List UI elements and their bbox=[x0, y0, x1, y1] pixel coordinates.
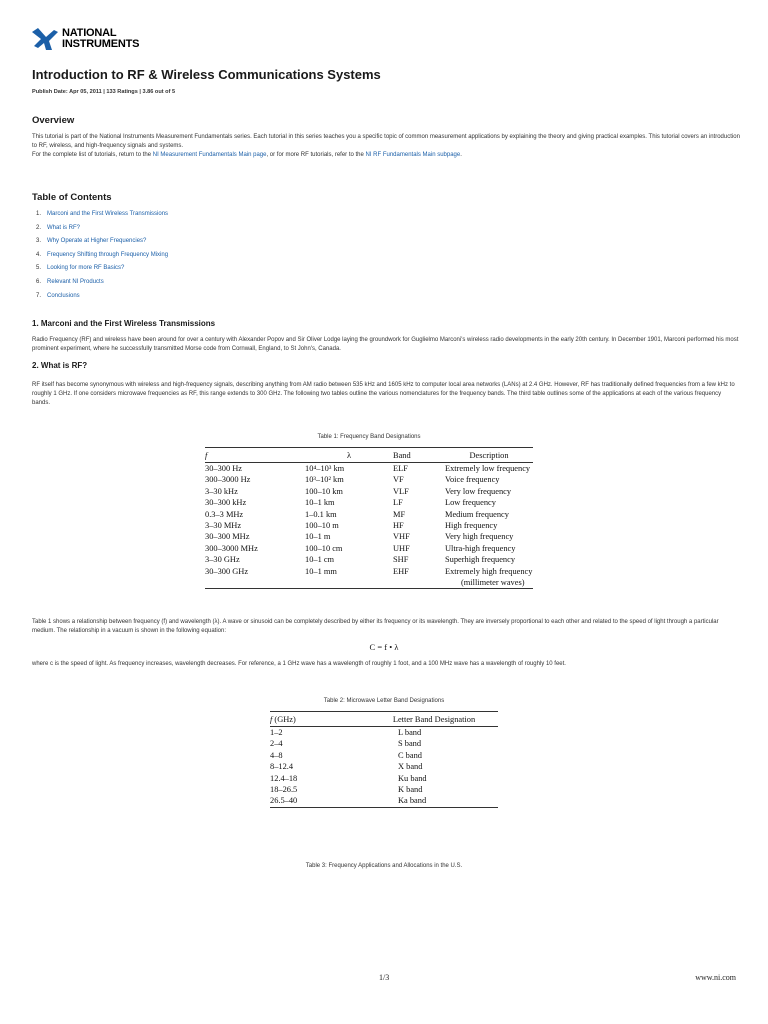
toc-item-number: 5. bbox=[36, 265, 42, 272]
table-cell: 30–300 MHz bbox=[205, 532, 250, 542]
table-cell: L band bbox=[398, 728, 422, 737]
overview-text bbox=[32, 133, 740, 160]
table-cell: Very low frequency bbox=[445, 486, 512, 496]
table-row bbox=[205, 520, 533, 531]
table-cell: 10³–10² km bbox=[305, 475, 344, 485]
table-row bbox=[270, 795, 498, 807]
table-cell: 2–4 bbox=[270, 739, 283, 749]
table-cell: 18–26.5 bbox=[270, 785, 298, 795]
column-header: Description bbox=[445, 448, 533, 463]
wavelength-equation: C = f • λ bbox=[369, 642, 399, 652]
column-header: Band bbox=[393, 448, 445, 463]
table-row bbox=[205, 474, 533, 485]
table-cell-text: Extremely high frequency bbox=[445, 566, 533, 576]
table-cell: C band bbox=[398, 750, 422, 760]
table-cell: VLF bbox=[393, 486, 409, 496]
toc-link-frequency-mixing[interactable]: Frequency Shifting through Frequency Mixing bbox=[47, 251, 169, 258]
toc-link-rf-basics[interactable]: Looking for more RF Basics? bbox=[47, 265, 125, 272]
table-cell: S band bbox=[398, 739, 422, 749]
table-row bbox=[205, 497, 533, 508]
ni-logo[interactable] bbox=[32, 28, 139, 50]
page-title: Introduction to RF & Wireless Communications Systems bbox=[32, 67, 381, 82]
toc-list bbox=[36, 208, 168, 303]
table-cell: 1–0.1 km bbox=[305, 509, 337, 519]
toc-item-number: 3. bbox=[36, 238, 42, 245]
toc-item-number: 2. bbox=[36, 224, 42, 231]
table-row bbox=[270, 773, 498, 784]
table-cell: Extremely low frequency bbox=[445, 464, 531, 473]
toc-heading: Table of Contents bbox=[32, 192, 112, 203]
ni-eagle-icon bbox=[32, 28, 58, 50]
table-cell: 300–3000 Hz bbox=[205, 475, 251, 485]
table-header-row bbox=[270, 712, 498, 727]
toc-item-number: 1. bbox=[36, 211, 42, 217]
table-cell: 10⁴–10³ km bbox=[305, 464, 345, 473]
logo-wordmark bbox=[62, 28, 139, 50]
equation-explanation: where c is the speed of light. As frequency increases, wavelength decreases. For reference, a 1 GHz wave has a wavelength of roughly 1 foot, and a 100 MHz wave has a wavelength of roughly 10 feet. bbox=[32, 661, 566, 667]
table-cell: 30–300 kHz bbox=[205, 498, 247, 508]
table-cell: VF bbox=[393, 475, 404, 485]
toc-item bbox=[36, 262, 168, 276]
toc-item bbox=[36, 249, 168, 263]
table-cell: Low frequency bbox=[445, 498, 496, 508]
table-row bbox=[205, 531, 533, 542]
table-cell: LF bbox=[393, 498, 403, 508]
table-cell: Ku band bbox=[398, 773, 427, 783]
section2-heading: 2. What is RF? bbox=[32, 361, 88, 370]
table-cell: 100–10 cm bbox=[305, 543, 343, 553]
table-cell: 4–8 bbox=[270, 750, 283, 760]
table-row bbox=[205, 554, 533, 565]
table-row bbox=[205, 463, 533, 475]
toc-item bbox=[36, 222, 168, 236]
table-cell: Superhigh frequency bbox=[445, 555, 516, 565]
column-header: λ bbox=[305, 448, 393, 463]
table-cell: 100–10 m bbox=[305, 521, 339, 531]
microwave-letter-band-table bbox=[270, 711, 498, 808]
table-cell: 26.5–40 bbox=[270, 795, 370, 807]
table2-caption: Table 2: Microwave Letter Band Designations bbox=[323, 698, 445, 704]
page-number: 1/3 bbox=[379, 973, 390, 982]
table-cell: 100–10 km bbox=[305, 486, 343, 496]
table-cell: 10–1 mm bbox=[305, 566, 393, 589]
table-cell: Ultra-high frequency bbox=[445, 543, 516, 553]
toc-item bbox=[36, 235, 168, 249]
table-cell: X band bbox=[398, 762, 423, 772]
table-row bbox=[270, 727, 498, 739]
table-row bbox=[270, 761, 498, 772]
table-cell: High frequency bbox=[445, 521, 498, 531]
toc-item-number: 6. bbox=[36, 278, 42, 285]
table1-caption: Table 1: Frequency Band Designations bbox=[317, 434, 421, 440]
toc-link-higher-frequencies[interactable]: Why Operate at Higher Frequencies? bbox=[47, 238, 147, 245]
table-cell: VHF bbox=[393, 532, 410, 542]
column-header: f bbox=[205, 448, 305, 463]
toc-link-ni-products[interactable]: Relevant NI Products bbox=[47, 278, 104, 285]
toc-item-number: 4. bbox=[36, 251, 42, 258]
table-cell: EHF bbox=[393, 566, 445, 589]
table-cell: 3–30 MHz bbox=[205, 521, 242, 531]
toc-link-what-is-rf[interactable]: What is RF? bbox=[47, 224, 81, 231]
table-cell: 12.4–18 bbox=[270, 773, 298, 783]
toc-link-marconi[interactable]: Marconi and the First Wireless Transmissions bbox=[47, 211, 169, 217]
table-cell: 300–3000 MHz bbox=[205, 543, 258, 553]
table-cell: 10–1 cm bbox=[305, 555, 335, 565]
table3-caption: Table 3: Frequency Applications and Allocations in the U.S. bbox=[305, 863, 463, 869]
table-row bbox=[270, 738, 498, 749]
table-cell: Medium frequency bbox=[445, 509, 509, 519]
table-cell: 10–1 km bbox=[305, 498, 335, 508]
section2-text: RF itself has become synonymous with wireless and high-frequency signals, describing anything from AM radio between 535 kHz and 1605 kHz to computer local area networks (LANs) at 2.4 GHz. However, RF has traditionally defined frequencies from a few kHz to roughly 1 GHz. If one considers microwave frequencies as RF, this range extends to 300 GHz. The following two tables outline the various nomenclatures for the frequency bands. The third table outlines some of the applications at each of the various frequency bands. bbox=[32, 382, 735, 406]
section1-heading: 1. Marconi and the First Wireless Transmissions bbox=[32, 319, 216, 328]
rf-fundamentals-link[interactable]: NI RF Fundamentals Main subpage bbox=[365, 152, 461, 158]
table-cell: ELF bbox=[393, 464, 408, 473]
overview-line1: This tutorial is part of the National Instruments Measurement Fundamentals series. Each tutorial in this series teaches you a specific topic of common measurement applications by explaining the theory and giving practical examples. This tutorial covers an introduction to RF, wireless, and high-frequency signals and systems. bbox=[32, 134, 740, 149]
column-header: Letter Band Designation bbox=[370, 712, 498, 727]
overview-heading: Overview bbox=[32, 115, 75, 126]
toc-item-number: 7. bbox=[36, 292, 42, 299]
publish-meta: Publish Date: Apr 05, 2011 | 133 Ratings | 3.86 out of 5 bbox=[32, 89, 176, 95]
table-cell: SHF bbox=[393, 555, 409, 565]
footer-url: www.ni.com bbox=[695, 973, 736, 982]
toc-item bbox=[36, 276, 168, 290]
overview-line2-mid: , or for more RF tutorials, refer to the bbox=[266, 152, 366, 158]
table-cell bbox=[445, 566, 533, 589]
logo-line2: INSTRUMENTS bbox=[62, 38, 140, 50]
table-cell: 30–300 Hz bbox=[205, 464, 242, 473]
table-row bbox=[270, 784, 498, 795]
table1-explanation: Table 1 shows a relationship between frequency (f) and wavelength (λ). A wave or sinusoid can be completely described by either its frequency or its wavelength. They are inversely proportional to each other and related to the speed of light through a particular medium. The relationship in a vacuum is shown in the following equation: bbox=[32, 619, 719, 634]
toc-item bbox=[36, 290, 168, 304]
table-row bbox=[205, 566, 533, 589]
table-cell: 0.3–3 MHz bbox=[205, 509, 244, 519]
overview-line2-pre: For the complete list of tutorials, return to the bbox=[32, 152, 153, 158]
table-cell: 3–30 kHz bbox=[205, 486, 238, 496]
table-cell: 8–12.4 bbox=[270, 762, 294, 772]
table-row bbox=[205, 509, 533, 520]
table-cell: Very high frequency bbox=[445, 532, 514, 542]
table-cell: HF bbox=[393, 521, 404, 531]
table-cell: UHF bbox=[393, 543, 410, 553]
table-cell-note: (millimeter waves) bbox=[461, 578, 525, 588]
table-row bbox=[270, 750, 498, 761]
table-cell: 10–1 m bbox=[305, 532, 331, 542]
toc-item bbox=[36, 208, 168, 222]
table-row bbox=[205, 543, 533, 554]
table-cell: Voice frequency bbox=[445, 475, 500, 485]
frequency-band-table bbox=[205, 447, 533, 589]
logo-line1: NATIONAL bbox=[62, 27, 117, 39]
table-cell: K band bbox=[398, 785, 423, 795]
table-cell: 30–300 GHz bbox=[205, 566, 305, 589]
table-header-row bbox=[205, 448, 533, 463]
column-header: f (GHz) bbox=[270, 712, 370, 727]
table-cell: Ka band bbox=[370, 795, 498, 807]
section1-text: Radio Frequency (RF) and wireless have been around for over a century with Alexander Popov and Sir Oliver Lodge laying the groundwork for Guglielmo Marconi's wireless radio developments in the early 20th century. In December 1901, Marconi performed his most prominent experiment, where he successfully transmitted Morse code from Cornwall, England, to St John's, Canada. bbox=[32, 337, 739, 352]
overview-line2-post: . bbox=[460, 152, 462, 158]
toc-link-conclusions[interactable]: Conclusions bbox=[47, 292, 80, 299]
table-cell: 3–30 GHz bbox=[205, 555, 240, 565]
table-cell: 1–2 bbox=[270, 728, 283, 737]
table-cell: MF bbox=[393, 509, 406, 519]
table-row bbox=[205, 486, 533, 497]
measurement-fundamentals-link[interactable]: NI Measurement Fundamentals Main page bbox=[152, 152, 267, 158]
